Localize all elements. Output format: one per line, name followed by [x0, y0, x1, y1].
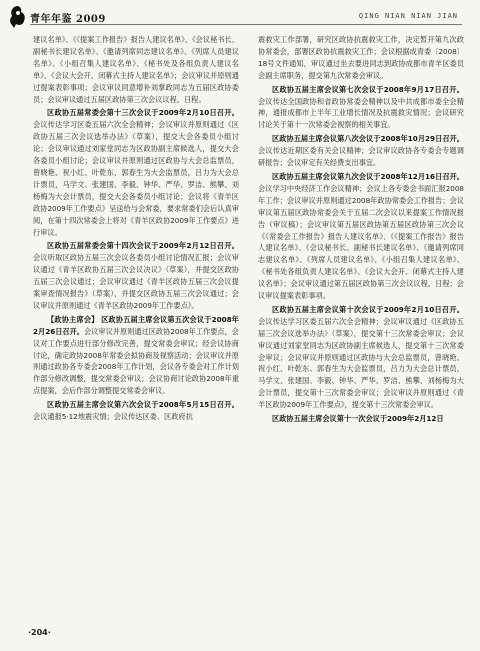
- paragraph-text: 会议通报5·12地震灾情；会议传达区委、区政府抗: [33, 412, 193, 422]
- paragraph-text: 会议审议并原则通过区政协2008年工作要点，会议对工作要点进行部分修改完善，提交常委会审议；经会议协商讨论，确定政协2008年常委会拟协商及视察活动；会议审议并原则通过政协各专委会2008年工作计划，会议各专委会对工作计划作部分修改调整，提交常委会审议；会议协商讨论政协2008年重点提案，会后作部分调整提交常委会审议。: [33, 326, 239, 396]
- qingnian-logo-icon: [6, 4, 28, 30]
- meeting-heading: 区政协五届主席会议第五次会议于2008年2月26日召开。: [33, 314, 239, 336]
- right-column: [258, 34, 464, 425]
- paragraph: [258, 133, 464, 169]
- meeting-heading: 区政协五届常委会第十四次会议于2009年2月12日召开。: [47, 241, 239, 251]
- header-title: 青年年鉴 2009: [30, 14, 106, 25]
- page-number: ·204·: [28, 628, 51, 637]
- paragraph: [33, 107, 239, 238]
- header-rule: [30, 24, 462, 25]
- paragraph: [33, 399, 239, 423]
- section-tag: 【政协主席会】: [47, 314, 99, 324]
- paragraph-text: 会议传达全国政协和省政协常委会精神以及中共成都市委全会精神，通报成都市上半年工业增长情况及抗震救灾情况；会议研究讨论关于第十一次常委会视察的相关事宜。: [258, 96, 464, 130]
- paragraph: [33, 34, 239, 105]
- paragraph: [258, 84, 464, 132]
- meeting-heading: 区政协五届主席会议第九次会议于2008年12月16日召开。: [272, 171, 464, 181]
- left-column: [33, 34, 239, 423]
- paragraph-text: 会议学习中央经济工作会议精神；会议上各专委会书面汇报2008年工作；会议审议并原则通过2008年政协常委会工作报告；会议审议第五届区政协常委会关于五届二次会议以来提案工作情况报告（审议稿）；会议审议第五届区政协第五届区政协第三次会议《《常委会工作报告》报告人建议名单》、《《提案工作报告》报告人建议名单》、《会议秘书长、副秘书长建议名单》、《邀请列席同志建议名单》、《列席人员建议名单》、《小组召集人建议名单》、《秘书处各组负责人建议名单》、《会议大会开、闭幕式主持人建议名单》；会议审议通过第五届区政协第三次会议议程、日程；会议审议提案表彰事项。: [258, 183, 464, 301]
- paragraph-text: 震救灾工作部署，研究区政协抗震救灾工作，决定暂开第九次政协常委会，部署区政协抗震救灾工作；会议根据成青委〔2008〕18号文件通知，审议通过坐去要进同志到政协成都市青羊区委员会副主席职务，提交第九次常委会审议。: [258, 35, 464, 80]
- meeting-heading: 区政协五届主席会议第七次会议于2008年9月17日召开。: [272, 84, 464, 94]
- meeting-heading: 区政协五届主席会议第十次会议于2009年2月10日召开。: [272, 304, 464, 314]
- meeting-heading: 区政协五届主席会议第六次会议于2008年5月15日召开。: [47, 400, 239, 410]
- meeting-heading: 区政协五届主席会议第十一次会议于2009年2月12日: [272, 414, 444, 424]
- paragraph: [258, 34, 464, 82]
- header-pinyin: QING NIAN NIAN JIAN: [358, 12, 458, 20]
- paragraph-text: 会议听取区政协五届三次会议各委员小组讨论情况汇报；会议审议通过《青羊区政协五届三次会议决议》（草案），并提交区政协五届三次会议通过；会议审议通过《青羊区政协五届三次会议提案审查情况报告》（草案），并提交区政协五届三次会议通过；会议审议并原则通过《青羊区政协2009年工作要点》。: [33, 253, 239, 310]
- paragraph-text: 会议传达学习区委五届六次全会精神；会议审议通过《区政协五届三次会议选举办法》（草案），提交第十三次常委会审议；会议审议通过刘家堂同志为区政协副主席候选人，提交第十三次常委会审议；会议审议并原则通过区政协与大会总监票员，曾晓艳、祝小红、叶乾东、郭春生为大会监票员，吕力为大会总计票员，马学文、张建国、李毅、钟华、严华、罗洁、熊攀、刘杨梅为大会计票员，提交第十三次常委会审议；会议审议并原则通过《青羊区政协2009年工作要点》，提交第十三次常委会审议。: [258, 316, 464, 410]
- paragraph: [258, 413, 464, 425]
- paragraph: [33, 240, 239, 311]
- meeting-heading: 区政协五届常委会第十三次会议于2009年2月10日召开。: [47, 108, 239, 118]
- page-header: [0, 0, 480, 30]
- meeting-heading: 区政协五届主席会议第八次会议于2008年10月29日召开。: [272, 134, 464, 144]
- paragraph-text: 会议传达学习区委五届六次全会精神；会议审议并原则通过《区政协五届三次会议选举办法》（草案），提交大会各委员小组讨论；会议审议通过刘家堂同志为区政协副主席候选人，提交大会各委员小组讨论；会议审议并原则通过区政协与大会总监票员，曾晓艳、祝小红、叶乾东、郭春生为大会监票员，吕力为大会总计票员，马学文、张建国、李毅、钟华、严华、罗洁、熊攀、刘杨梅为大会计票员，提交大会各委员小组讨论；会议将《青羊区政协2009年工作要点》呈送给与会常委，要求常委们会后认真审阅，在第十四次常委会上将对《青羊区政协2009年工作要点》进行审议。: [33, 120, 239, 237]
- paragraph-text: 会议传达近期区委有关会议精神；会议审议政协各专委会专题调研报告；会议审定有关经费支出事宜。: [258, 146, 464, 168]
- paragraph: [258, 304, 464, 411]
- paragraph: [258, 171, 464, 302]
- paragraph: [33, 314, 239, 397]
- paragraph-text: 建议名单》、《《提案工作报告》报告人建议名单》、《会议秘书长、副秘书长建议名单》、《邀请列席同志建议名单》、《列席人员建议名单》、《小组召集人建议名单》、《秘书处及各组负责人建议名单》、《会议大会开、闭幕式主持人建议名单》；会议审议并原则通过提案表彰事项；会议审议同意增补刘掌政同志为五届区政协委员；会议审议通过五届区政协第三次会议议程、日程。: [33, 35, 239, 104]
